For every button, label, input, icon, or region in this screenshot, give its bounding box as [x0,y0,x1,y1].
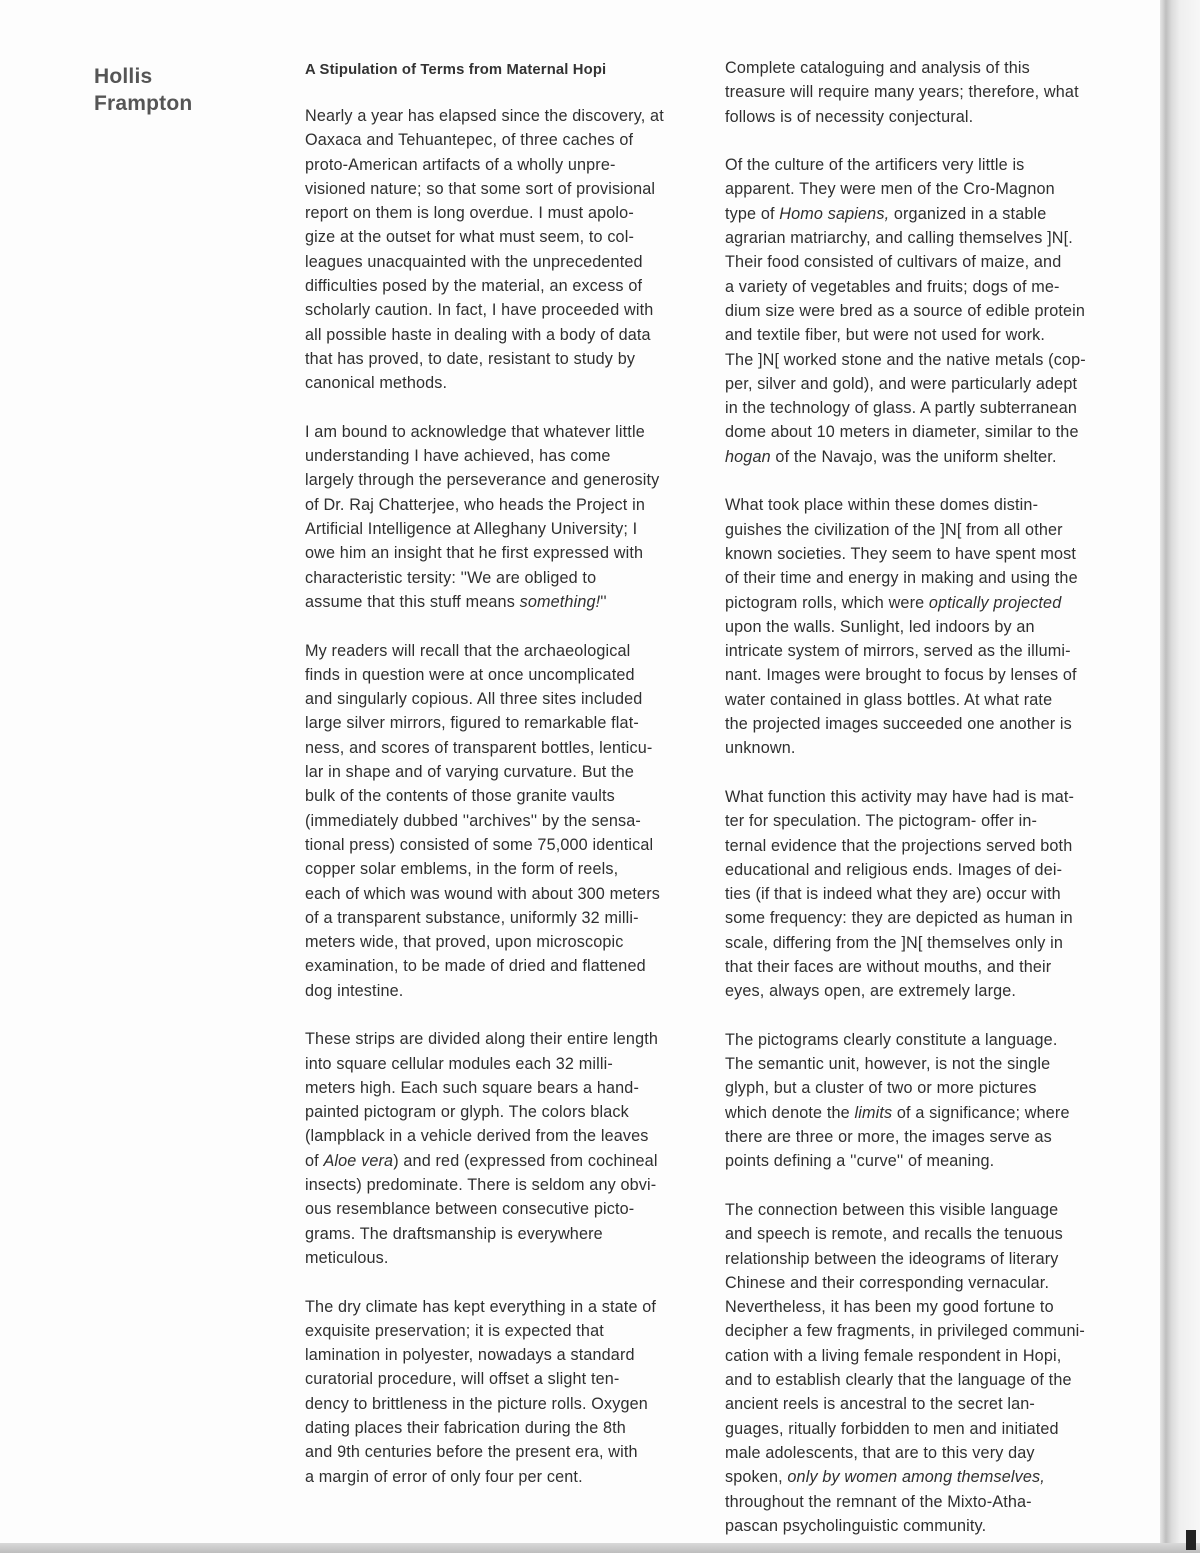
paragraph [725,785,1140,1004]
text-line: The connection between this visible language [725,1200,1059,1219]
page-binding-shadow [1160,0,1200,1553]
text-line: agrarian matriarchy, and calling themselves ]N[. [725,229,1073,248]
text-line: in the technology of glass. A partly subterranean [725,399,1078,418]
text-line: Chinese and their corresponding vernacular. [725,1273,1050,1292]
text-line: scholarly caution. In fact, I have proceeded with [305,301,654,320]
scan-corner-mark [1186,1530,1196,1550]
text-line: What took place within these domes distin- [725,496,1039,515]
text-line: difficulties posed by the material, an excess of [305,277,643,296]
text-line: treasure will require many years; therefore, what [725,83,1079,102]
text-line: large silver mirrors, figured to remarkable flat- [305,714,639,733]
text-line: (immediately dubbed ''archives'' by the sensa- [305,811,641,830]
text-line: all possible haste in dealing with a body of data [305,325,651,344]
text-line: visioned nature; so that some sort of provisional [305,179,656,198]
text-line: of their time and energy in making and using the [725,569,1078,588]
text-line: water contained in glass bottles. At what rate [725,690,1053,709]
text-line: ter for speculation. The pictogram- offer in- [725,812,1038,831]
text-line: that has proved, to date, resistant to study by [305,349,636,368]
text-line: and to establish clearly that the language of the [725,1371,1072,1390]
text-line: painted pictogram or glyph. The colors black [305,1103,629,1122]
text-line: I am bound to acknowledge that whatever little [305,422,645,441]
text-line: meters high. Each such square bears a hand- [305,1078,639,1097]
text-line: ties (if that is indeed what they are) occur with [725,885,1061,904]
paragraph [305,1027,715,1270]
text-line: Their food consisted of cultivars of maize, and [725,253,1062,272]
text-line: dium size were bred as a source of edible protein [725,301,1086,320]
text-line: grams. The draftsmanship is everywhere [305,1224,603,1243]
text-line: The pictograms clearly constitute a language. [725,1030,1058,1049]
column-body [305,104,715,1489]
text-line: unknown. [725,739,796,758]
column-body [725,56,1140,1538]
text-line: (lampblack in a vehicle derived from the leaves [305,1127,649,1146]
text-line: guishes the civilization of the ]N[ from all other [725,520,1063,539]
text-line: The dry climate has kept everything in a state of [305,1297,657,1316]
text-line: proto-American artifacts of a wholly unpre- [305,155,616,174]
text-line: finds in question were at once uncomplicated [305,665,635,684]
paragraph [305,104,715,396]
text-line: report on them is long overdue. I must apolo- [305,204,634,223]
text-line: glyph, but a cluster of two or more pictures [725,1079,1037,1098]
text-line: the projected images succeeded one another is [725,715,1072,734]
text-line: decipher a few fragments, in privileged communi- [725,1322,1085,1341]
text-line: which denote the limits of a significance; where [725,1103,1070,1122]
text-line: curatorial procedure, will offset a slight ten- [305,1370,620,1389]
text-line: What function this activity may have had is mat- [725,787,1075,806]
text-line: leagues unacquainted with the unprecedented [305,252,643,271]
paragraph [725,493,1140,760]
text-line: into square cellular modules each 32 milli- [305,1054,613,1073]
text-line: points defining a ''curve'' of meaning. [725,1152,995,1171]
text-line: eyes, always open, are extremely large. [725,982,1017,1001]
text-line: pictogram rolls, which were optically projected [725,593,1062,612]
text-line: relationship between the ideograms of literary [725,1249,1059,1268]
text-line: nant. Images were brought to focus by lenses of [725,666,1077,685]
text-line: there are three or more, the images serve as [725,1128,1052,1147]
text-line: The semantic unit, however, is not the single [725,1055,1051,1074]
text-line: ternal evidence that the projections served both [725,836,1073,855]
text-line: Artificial Intelligence at Alleghany University; I [305,520,638,539]
text-line: cation with a living female respondent in Hopi, [725,1346,1062,1365]
text-line: meticulous. [305,1248,389,1267]
text-line: intricate system of mirrors, served as the illumi- [725,642,1071,661]
text-line: and 9th centuries before the present era, with [305,1443,638,1462]
text-line: examination, to be made of dried and flattened [305,957,646,976]
text-line: each of which was wound with about 300 meters [305,884,660,903]
text-line: dog intestine. [305,981,404,1000]
text-line: lar in shape and of varying curvature. But the [305,763,635,782]
text-line: lamination in polyester, nowadays a standard [305,1346,635,1365]
text-line: apparent. They were men of the Cro-Magnon [725,180,1055,199]
text-line: My readers will recall that the archaeological [305,641,631,660]
text-line: of a transparent substance, uniformly 32 milli- [305,908,639,927]
text-line: and speech is remote, and recalls the tenuous [725,1225,1063,1244]
text-line: assume that this stuff means something!'' [305,592,607,611]
text-line: bulk of the contents of those granite vaults [305,787,615,806]
text-line: educational and religious ends. Images of dei- [725,860,1063,879]
text-line: meters wide, that proved, upon microscopic [305,933,624,952]
text-line: tional press) consisted of some 75,000 identical [305,835,654,854]
author-first-name: Hollis [94,65,153,88]
text-line: guages, ritually forbidden to men and initiated [725,1419,1059,1438]
text-line: scale, differing from the ]N[ themselves only in [725,933,1063,952]
text-line: some frequency: they are depicted as human in [725,909,1073,928]
text-line: a variety of vegetables and fruits; dogs of me- [725,277,1060,296]
text-line: exquisite preservation; it is expected that [305,1321,604,1340]
text-column-left [305,58,715,1513]
text-line: The ]N[ worked stone and the native metals (cop- [725,350,1086,369]
text-line: spoken, only by women among themselves, [725,1468,1045,1487]
text-line: upon the walls. Sunlight, led indoors by an [725,617,1035,636]
text-line: follows is of necessity conjectural. [725,107,974,126]
text-line: of Dr. Raj Chatterjee, who heads the Project in [305,495,645,514]
paragraph [725,1198,1140,1538]
paragraph [725,1028,1140,1174]
text-line: largely through the perseverance and generosity [305,471,660,490]
paragraph [305,420,715,614]
text-line: per, silver and gold), and were particularly adept [725,374,1078,393]
text-line: ous resemblance between consecutive picto- [305,1200,635,1219]
text-line: known societies. They seem to have spent most [725,544,1077,563]
text-line: Nevertheless, it has been my good fortune to [725,1298,1054,1317]
text-line: a margin of error of only four per cent. [305,1467,583,1486]
text-line: Nearly a year has elapsed since the discovery, at [305,107,664,125]
text-column-right [725,56,1140,1562]
text-line: throughout the remnant of the Mixto-Atha- [725,1492,1032,1511]
text-line: pascan psycholinguistic community. [725,1516,987,1535]
text-line: insects) predominate. There is seldom any obvi- [305,1176,657,1195]
text-line: ness, and scores of transparent bottles, lenticu- [305,738,653,757]
text-line: ancient reels is ancestral to the secret lan- [725,1395,1035,1414]
text-line: dating places their fabrication during the 8th [305,1419,626,1438]
text-line: Complete cataloguing and analysis of this [725,59,1030,77]
page-bottom-edge [0,1543,1200,1553]
paragraph [725,153,1140,469]
text-line: copper solar emblems, in the form of reels, [305,860,619,879]
author-name [94,63,192,117]
text-line: gize at the outset for what must seem, to col- [305,228,634,247]
text-line: These strips are divided along their entire length [305,1030,659,1049]
text-line: hogan of the Navajo, was the uniform shelter. [725,447,1057,466]
text-line: dency to brittleness in the picture rolls. Oxygen [305,1394,648,1413]
text-line: and textile fiber, but were not used for work. [725,326,1046,345]
text-line: male adolescents, that are to this very day [725,1443,1035,1462]
text-line: type of Homo sapiens, organized in a stable [725,204,1047,223]
author-last-name: Frampton [94,92,193,115]
paragraph [305,1295,715,1489]
text-line: that their faces are without mouths, and their [725,957,1052,976]
text-line: canonical methods. [305,374,448,393]
article-title: A Stipulation of Terms from Maternal Hopi [305,62,607,78]
text-line: Oaxaca and Tehuantepec, of three caches of [305,131,634,150]
paragraph [725,56,1140,129]
text-line: owe him an insight that he first expressed with [305,544,644,563]
text-line: understanding I have achieved, has come [305,447,611,466]
text-line: dome about 10 meters in diameter, similar to the [725,423,1079,442]
text-line: characteristic tersity: ''We are obliged to [305,568,597,587]
text-line: Of the culture of the artificers very little is [725,156,1025,175]
text-line: and singularly copious. All three sites included [305,690,643,709]
text-line: of Aloe vera) and red (expressed from cochineal [305,1151,658,1170]
paragraph [305,639,715,1003]
